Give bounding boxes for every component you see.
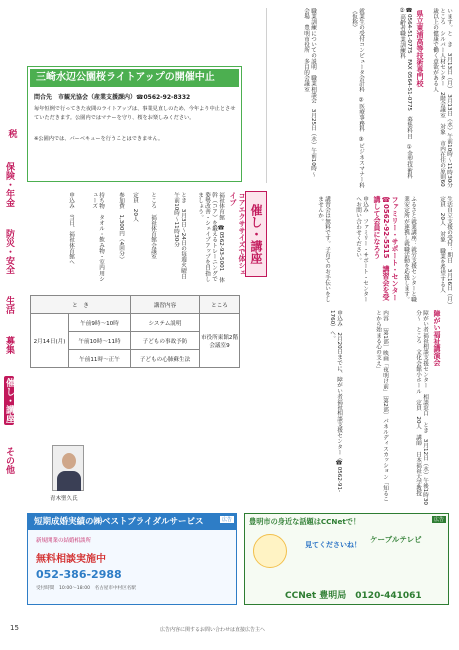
text-column-9: 申込み ファミリー・サポート・センターへお問い合わせください。	[355, 196, 368, 303]
portrait-head	[62, 453, 76, 469]
notice-body: 毎年恒例で行ってきた夜間のライトアップは、事業見直しのため、今年より中止とさせていただきます。公園内ではマナーを守り、桜をお楽しみください。	[34, 106, 236, 121]
side-tab-tax[interactable]: 税	[8, 130, 18, 140]
side-tab-other[interactable]: その他	[4, 447, 14, 474]
ccnet-ad-phone[interactable]: CCNet 豊明局 0120-441061	[285, 591, 422, 601]
lecturer-photo	[52, 445, 84, 491]
bridal-ad-title: 短期成婚実績の㈱ベストブライダルサービス	[28, 514, 236, 530]
bridal-service-ad[interactable]	[27, 513, 237, 605]
aerobics-heading: コアエクササイズで体シェイプ	[229, 192, 246, 276]
bridal-ad-phone[interactable]: 052-386-2988	[36, 568, 122, 581]
table-header-where: ところ	[200, 296, 240, 314]
table-content: 子どもの事故予防	[131, 332, 200, 350]
section-title-events: 催し・講座	[245, 191, 267, 277]
footer-note: 広告内容に関するお問い合わせは直接広告主へ	[160, 627, 266, 633]
notice-contact: 問合先 市観光協会（産業支援課内）☎0562-92-8332	[34, 94, 191, 101]
table-time: 午前10時～11時	[69, 332, 131, 350]
table-time: 午前9時～10時	[69, 314, 131, 332]
table-place: 市役所東館2階会議室9	[200, 314, 240, 368]
aerobics-when: とき 3月3日～24日の毎週火曜日 午前10時～11時30分	[173, 192, 186, 285]
ad-badge: 広告	[433, 517, 444, 523]
column-divider	[266, 8, 267, 183]
bridal-ad-info: 受付時間 10:00～18:00 名古屋市中村区名駅	[36, 586, 136, 591]
lecture-schedule-table	[30, 295, 240, 368]
mascot-icon	[253, 534, 287, 568]
text-column-10: 講習会は無料です。子育てのお手伝いをしませんか。	[317, 196, 330, 303]
notice-title: 三崎水辺公園桜ライトアップの開催中止	[30, 69, 239, 87]
table-row	[31, 314, 240, 332]
light-up-cancel-notice	[27, 66, 242, 182]
bridal-ad-headline: 無料相談実施中	[36, 554, 106, 565]
text-column-6: 生活自立支援の受付：期日 3月16日（月） 定員 20人 対象 職業を希望する人	[439, 196, 452, 311]
aerobics-fee: 参加費 1,300円（4回分）	[118, 192, 124, 262]
side-tab-insurance[interactable]: 保険・年金	[4, 162, 14, 207]
aerobics-body: 福祉体育館 ☎0562-93-5001 体幹（コア）を鍛えるトレーニングで姿勢改善・シェイプアップを目指しましょう。	[197, 192, 224, 283]
side-tab-life[interactable]: 生活	[4, 296, 14, 314]
table-content: システム説明	[131, 314, 200, 332]
table-header-content: 講習内容	[131, 296, 200, 314]
side-tab-events[interactable]: 催し・講座	[4, 378, 14, 423]
aerobics-capacity: 定員 20人	[132, 192, 138, 222]
table-header-when: と き	[31, 296, 131, 314]
bridal-ad-subtitle: 新規開業の結婚相談所	[36, 538, 92, 544]
side-tab-recruit[interactable]: 募集	[4, 336, 14, 354]
ccnet-ad[interactable]	[244, 513, 449, 605]
text-column-1: います。と き 3月13日（月） 3月13日（水）午前10時～11時30分 ところ シルバー人材センター 2階会議室 対象 市内在住の原則60歳以上の健康で働く意欲がある人	[432, 8, 452, 194]
text-column-3: ☎0564-51-0775 FAX 0564-51-0775 募集科目 ①金型技術科 ②高齢者職業訓練科	[399, 8, 412, 185]
text-column-12: 内容 〔第1部〕映画「夜明け前」〔第2部〕パネルディスカッション「知ることから始まる心の支え」	[375, 310, 388, 502]
ccnet-ad-headline: ケーブルテレビ	[370, 535, 422, 544]
text-column-5: 職業訓練についての説明 職業相談会 3月25日（水）午前10時～ 会場 豊明市役所 多目的会議室	[303, 8, 316, 183]
table-header-row	[31, 296, 240, 314]
aerobics-apply: 申込み 当日、福祉体育館へ	[68, 192, 74, 265]
table-date: 2月14日(月)	[31, 314, 69, 368]
page-number: 15	[10, 624, 19, 632]
ccnet-ad-tagline: 見てくださいね！	[305, 541, 361, 549]
text-column-11: 障がい者福祉相談支援センター 相談窓口 とき 3月12日（水）午後1時30分～ ところ 文化会館小ホール 定員 20人 講師 日本福祉大学教授	[415, 310, 428, 505]
text-column-13: 申込み 2月20日までに、障がい者福祉相談支援センター（☎0562-91-1760）へ。	[329, 310, 342, 493]
table-time: 午前11時～正午	[69, 350, 131, 368]
aerobics-where: ところ 福祉体育館会議室	[150, 192, 156, 260]
family-support-heading: ファミリー・サポート・センター ☎0562-92-5515 講習会を受講して会員になろう	[373, 196, 399, 308]
notice-note: ※公園内では、バーベキューを行うことはできません。	[34, 136, 164, 142]
ccnet-ad-title: 豊明市の身近な話題はCCNetで！	[249, 517, 361, 526]
lecturer-name: 青木聖久氏	[50, 496, 78, 502]
table-content: 子どもの心肺蘇生法	[131, 350, 200, 368]
lecture-heading: 障がい福祉講演会	[433, 310, 441, 366]
side-tab-safety[interactable]: 防災・安全	[4, 229, 14, 274]
portrait-body	[57, 471, 81, 491]
text-column-4: 就業生の受付コンピュータ会計科 ②医療事務科 ③ビジネスマナー科（仮称）	[351, 8, 364, 188]
side-tabs	[4, 130, 22, 496]
school-heading: 県立東浦高等技術専門校	[416, 10, 424, 87]
text-column-7: ふるさと就業講座：就労支援センターと職業安定所が連携し就職活動を応援します。	[403, 196, 416, 303]
ad-badge: 広告	[221, 517, 232, 523]
aerobics-bring: 持ち物 タオル・飲み物・室内用シューズ	[91, 192, 104, 282]
